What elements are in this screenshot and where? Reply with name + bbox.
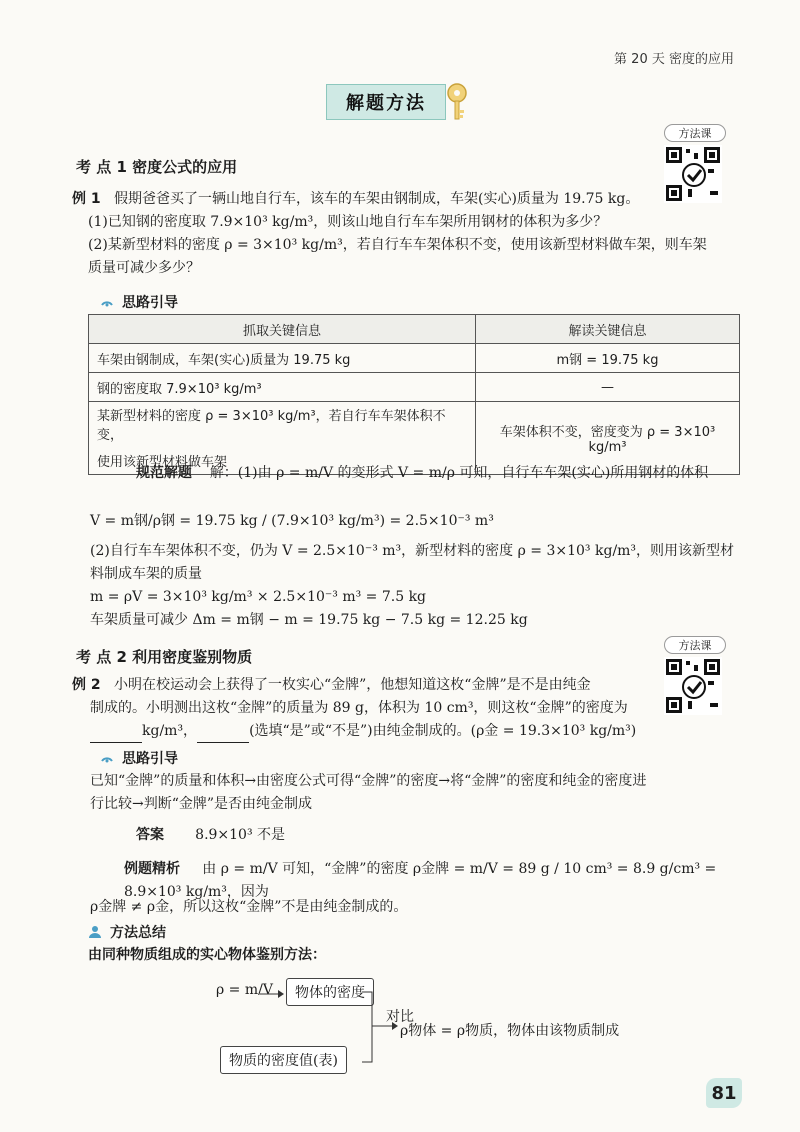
guide-1-title: 思路引导 [122, 295, 178, 311]
solution-1-line4: 料制成车架的质量 [90, 566, 202, 582]
summary-heading [88, 922, 166, 942]
page-number: 81 [706, 1078, 742, 1108]
solution-1-first-line [136, 462, 736, 485]
example-2-line1: 小明在校运动会上获得了一枚实心“金牌”，他想知道这枚“金牌”是不是由纯金 [113, 677, 591, 693]
diagram-result: ρ物体 = ρ物质，物体由该物质制成 [400, 1023, 620, 1039]
table-header: 抓取关键信息 [89, 315, 476, 344]
analysis-line2: ρ金牌 ≠ ρ金，所以这枚“金牌”不是由纯金制成的。 [90, 899, 408, 915]
example-1-q1: (1)已知钢的密度取 7.9×10³ kg/m³，则该山地自行车车架所用钢材的体积为多少？ [88, 214, 608, 230]
solution-1-line1: 解：(1)由 ρ = m/V 的变形式 V = m/ρ 可知，自行车车架(实心)所用钢材的体积 [209, 465, 709, 481]
guide-1-heading [100, 292, 178, 312]
qr-label: 方法课 [664, 636, 726, 654]
diagram-compare-label: 对比 [386, 1009, 414, 1025]
summary-subtitle: 由同种物质组成的实心物体鉴别方法： [88, 947, 326, 963]
person-icon [88, 925, 102, 939]
table-cell: 使用该新型材料做车架 [89, 446, 476, 475]
solution-1-line2: V = m钢/ρ钢 = 19.75 kg / (7.9×10³ kg/m³) = 2.5×10⁻³ m³ [90, 513, 494, 529]
summary-diagram [210, 974, 650, 1084]
guide-2-line1: 已知“金牌”的质量和体积→由密度公式可得“金牌”的密度→将“金牌”的密度和纯金的密度进 [90, 773, 647, 789]
example-1-label: 例 1 [72, 191, 101, 207]
solution-1-line6: 车架质量可减少 Δm = m钢 − m = 19.75 kg − 7.5 kg = 12.25 kg [90, 612, 528, 628]
example-1-q2a: (2)某新型材料的密度 ρ = 3×10³ kg/m³，若自行车车架体积不变，使用该新型材料做车架，则车架 [88, 237, 707, 253]
answer-line [136, 824, 285, 847]
answer-blank-2[interactable] [197, 728, 249, 743]
kaodian-1-title: 考 点 1 密度公式的应用 [76, 158, 238, 176]
solution-1-body [90, 510, 750, 632]
qr-code-block-2[interactable] [664, 636, 726, 719]
summary-title: 方法总结 [110, 925, 166, 941]
example-2-line2: 制成的。小明测出这枚“金牌”的质量为 89 g，体积为 10 cm³，则这枚“金牌”的密度为 [90, 700, 628, 716]
lightbulb-icon [100, 751, 114, 765]
arrow-right-icon [260, 990, 284, 998]
solution-1-label: 规范解题 [136, 465, 192, 481]
analysis-line1: 由 ρ = m/V 可知，“金牌”的密度 ρ金牌 = m/V = 89 g / 10 cm³ = 8.9 g/cm³ = 8.9×10³ kg/m³，因为 [124, 861, 717, 900]
answer-label: 答案 [136, 827, 164, 843]
example-2-line3b: (选填“是”或“不是”)由纯金制成的。(ρ金 = 19.3×10³ kg/m³) [249, 723, 637, 739]
table-cell: 车架由钢制成，车架(实心)质量为 19.75 kg [89, 344, 476, 373]
analysis-label: 例题精析 [124, 861, 180, 877]
table-cell: m钢 = 19.75 kg [476, 344, 740, 373]
table-cell: 钢的密度取 7.9×10³ kg/m³ [89, 373, 476, 402]
guide-2-line2: 行比较→判断“金牌”是否由纯金制成 [90, 796, 313, 812]
diagram-bracket [358, 978, 398, 1074]
example-2 [72, 674, 672, 743]
table-header-row [89, 315, 740, 344]
key-icon [442, 82, 472, 122]
qr-code-icon[interactable] [664, 657, 722, 715]
example-1 [72, 188, 712, 280]
guide-2-heading [100, 748, 178, 768]
answer-value: 8.9×10³ 不是 [195, 827, 286, 843]
lightbulb-icon [100, 295, 114, 309]
diagram-formula: ρ = m/V [216, 982, 273, 998]
key-info-table [88, 314, 740, 475]
solution-1-line3: (2)自行车车架体积不变，仍为 V = 2.5×10⁻³ m³，新型材料的密度 ρ = 3×10³ kg/m³，则用该新型材 [90, 543, 735, 559]
example-2-line3a: kg/m³， [142, 723, 198, 739]
table-cell: 某新型材料的密度 ρ = 3×10³ kg/m³，若自行车车架体积不变， [89, 402, 476, 447]
running-head: 第 20 天 密度的应用 [614, 52, 734, 67]
example-1-text: 假期爸爸买了一辆山地自行车，该车的车架由钢制成，车架(实心)质量为 19.75 kg。 [113, 191, 640, 207]
guide-2-body [90, 770, 750, 816]
section-banner: 解题方法 [326, 84, 446, 120]
answer-blank-1[interactable] [90, 728, 142, 743]
diagram-box-object-density: 物体的密度 [286, 978, 374, 1006]
table-cell: — [476, 373, 740, 402]
solution-1-line5: m = ρV = 3×10³ kg/m³ × 2.5×10⁻³ m³ = 7.5 kg [90, 589, 427, 605]
example-1-q2b: 质量可减少多少？ [88, 260, 200, 276]
guide-2-title: 思路引导 [122, 751, 178, 767]
table-row [89, 373, 740, 402]
table-row [89, 344, 740, 373]
table-header: 解读关键信息 [476, 315, 740, 344]
example-2-label: 例 2 [72, 677, 101, 693]
kaodian-2-title: 考 点 2 利用密度鉴别物质 [76, 648, 253, 666]
qr-label: 方法课 [664, 124, 726, 142]
table-row [89, 402, 740, 447]
diagram-box-material-density: 物质的密度值(表) [220, 1046, 347, 1074]
table-cell: 车架体积不变，密度变为 ρ = 3×10³ kg/m³ [476, 402, 740, 475]
